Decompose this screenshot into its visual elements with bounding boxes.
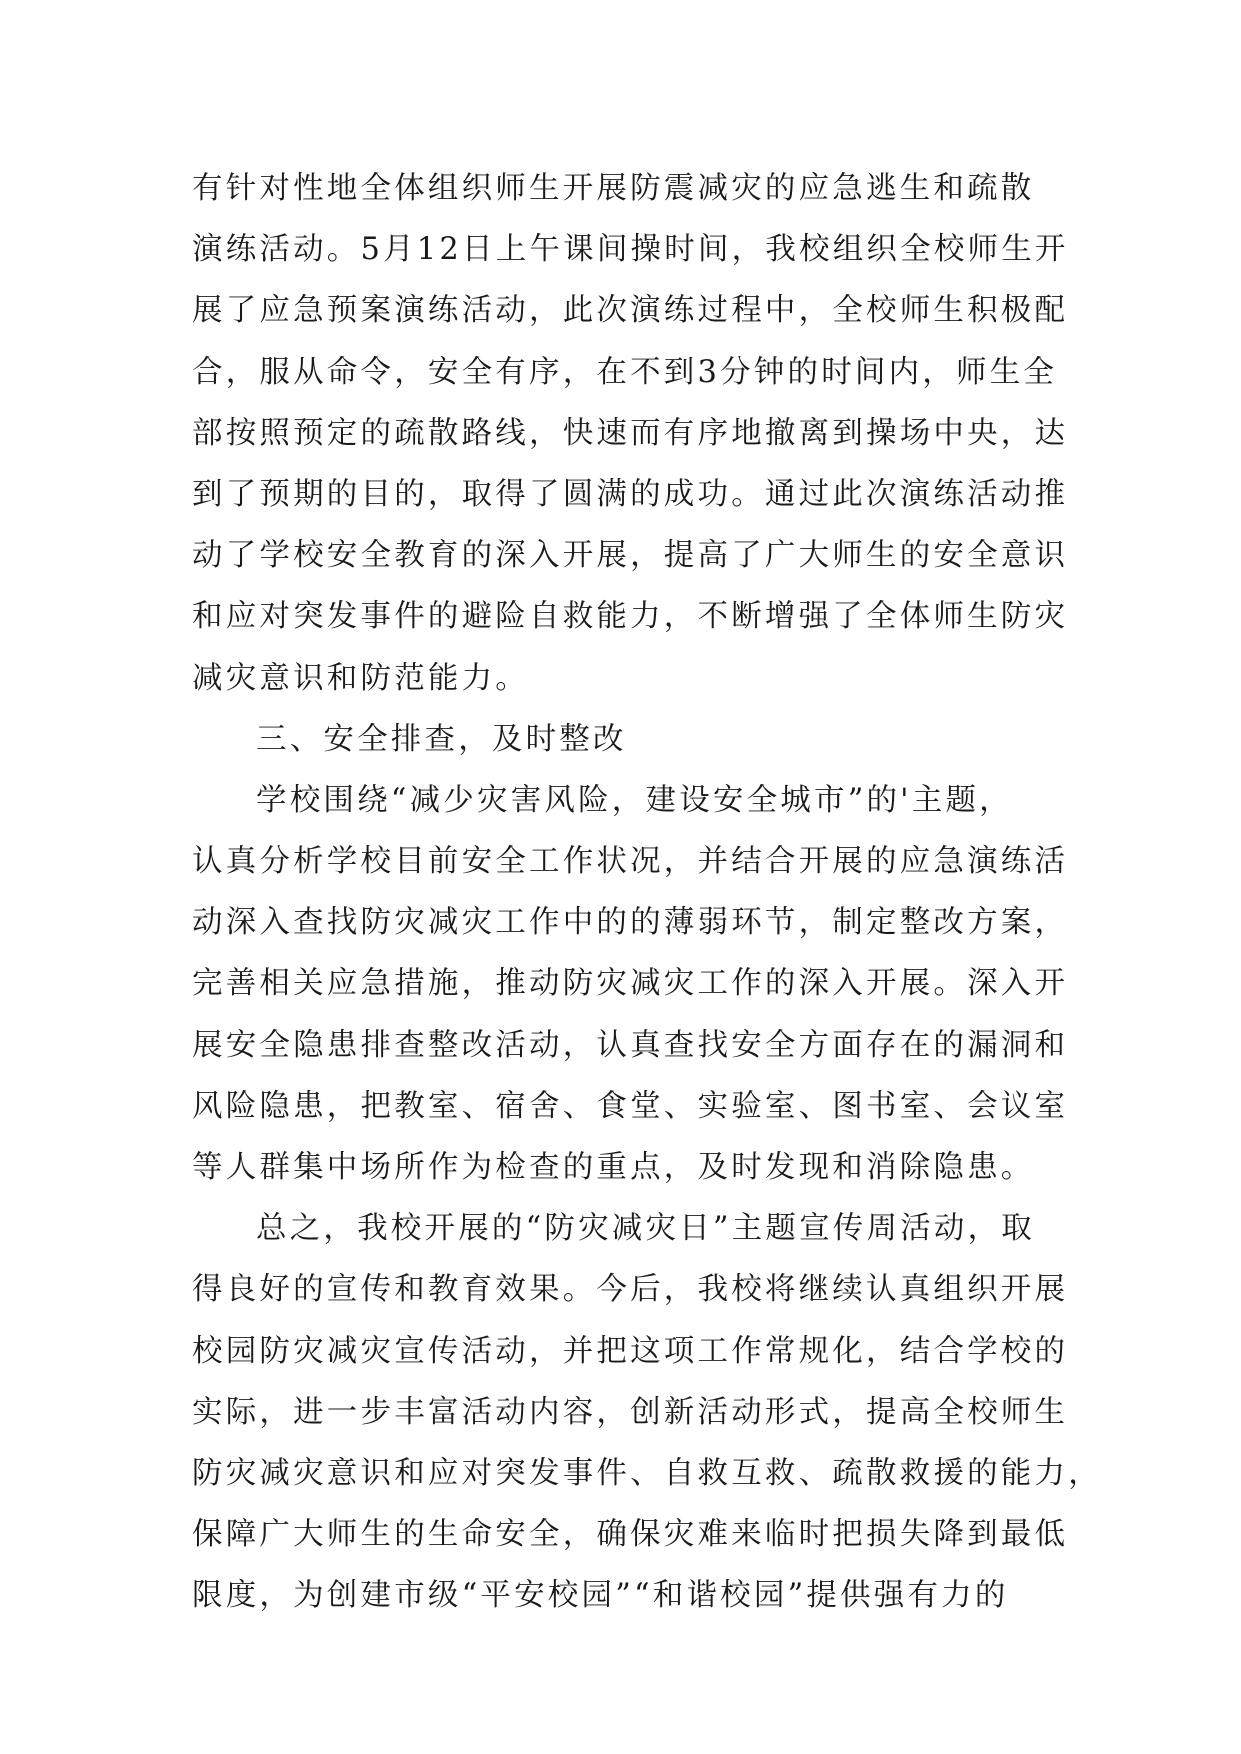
text-line: 展了应急预案演练活动，此次演练过程中，全校师生积极配: [192, 293, 1069, 329]
text-line: 演练活动。5月12日上午课间操时间，我校组织全校师生开: [192, 232, 1069, 268]
text-line: 限度，为创建市级“平安校园”“和谐校园”提供强有力的: [192, 1578, 1009, 1614]
text-line: 保障广大师生的生命安全，确保灾难来临时把损失降到最低: [192, 1517, 1069, 1553]
text-line: 展安全隐患排查整改活动，认真查找安全方面存在的漏洞和: [192, 1027, 1069, 1063]
document-body: [192, 158, 1102, 1627]
text-line: 得良好的宣传和教育效果。今后，我校将继续认真组织开展: [192, 1272, 1069, 1308]
text-line: 动深入查找防灾减灾工作中的的薄弱环节，制定整改方案，: [192, 905, 1069, 941]
text-line: 合，服从命令，安全有序，在不到3分钟的时间内，师生全: [192, 354, 1058, 390]
text-line: 等人群集中场所作为检查的重点，及时发现和消除隐患。: [192, 1150, 1035, 1185]
text-line: 减灾意识和防范能力。: [192, 660, 529, 696]
paragraph-start-line: 学校围绕“减少灾害风险，建设安全城市”的'主题，: [256, 782, 1013, 818]
text-line: 和应对突发事件的避险自救能力，不断增强了全体师生防灾: [192, 599, 1069, 635]
section-heading: 三、安全排查，及时整改: [256, 721, 627, 757]
text-line: 部按照预定的疏散路线，快速而有序地撤离到操场中央，达: [192, 415, 1069, 451]
text-line: 动了学校安全教育的深入开展，提高了广大师生的安全意识: [192, 538, 1069, 574]
text-line: 防灾减灾意识和应对突发事件、自救互救、疏散救援的能力，: [192, 1455, 1102, 1491]
text-line: 完善相关应急措施，推动防灾减灾工作的深入开展。深入开: [192, 966, 1069, 1002]
text-line: 有针对性地全体组织师生开展防震减灾的应急逃生和疏散: [192, 171, 1035, 206]
text-line: 实际，进一步丰富活动内容，创新活动形式，提高全校师生: [192, 1394, 1069, 1430]
text-line: 风险隐患，把教室、宿舍、食堂、实验室、图书室、会议室: [192, 1088, 1069, 1124]
text-line: 校园防灾减灾宣传活动，并把这项工作常规化，结合学校的: [192, 1333, 1069, 1369]
paragraph-start-line: 总之，我校开展的“防灾减灾日”主题宣传周活动，取: [256, 1211, 1035, 1247]
text-line: 到了预期的目的，取得了圆满的成功。通过此次演练活动推: [192, 476, 1069, 512]
text-line: 认真分析学校目前安全工作状况，并结合开展的应急演练活: [192, 844, 1069, 880]
